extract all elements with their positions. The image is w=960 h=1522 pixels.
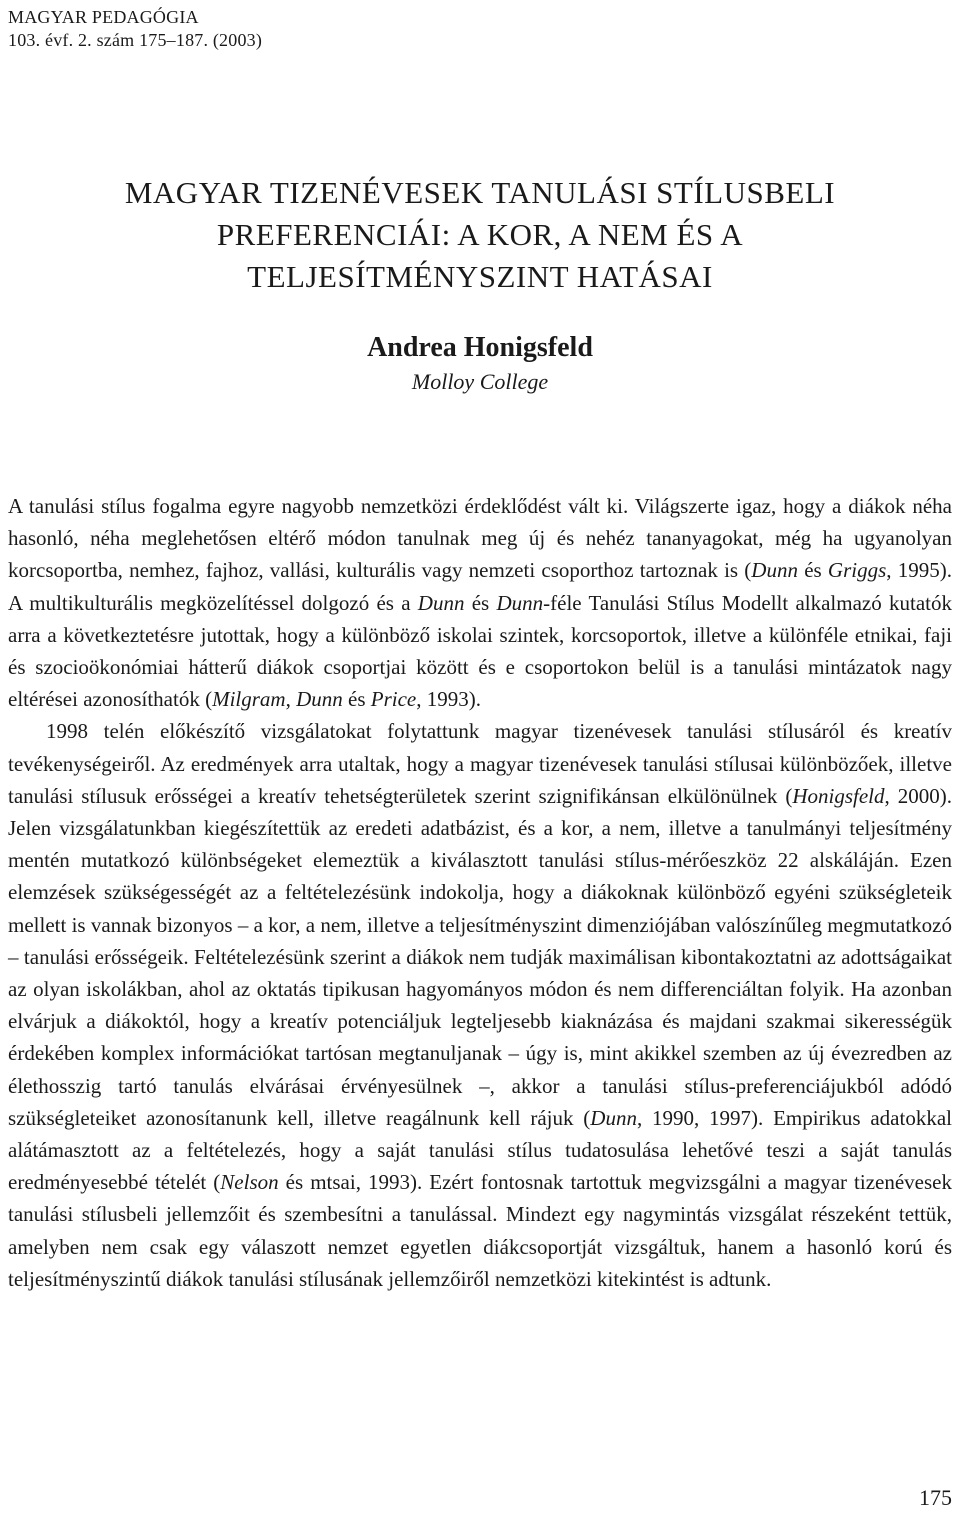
paragraph-2 xyxy=(8,715,952,1295)
text-run: , 2000). Jelen vizsgálatunkban kiegészítettük az eredeti adatbázist, és a kor, a nem, illetve a tanulmányi teljesítmény mentén mutatkozó különbségeket elemeztük a kiválasztott tanulási stílus-mérőeszköz 22 alskáláján. Ezen elemzések szükségességét az a feltételezésünk indokolja, hogy a diákoknak különböző egyéni szükségleteik mellett is vannak bizonyos – a kor, a nem, illetve a teljesítményszint dimenziójában valószínűleg megmutatkozó – tanulási erősségeik. Feltételezésünk szerint a diákok nem tudják maximálisan kibontakoztatni az adottságaikat az olyan iskolákban, ahol az oktatás tipikusan hagyományos módon és nem differenciáltan folyik. Ha azonban elvárjuk a diákoktól, hogy a kreatív potenciáljuk legteljesebb kiaknázása és majdani szakmai sikerességük érdekében komplex információkat tartósan megtanuljanak – úgy is, mint akikkel szemben az új évezredben az élethosszig tartó tanulás elvárásai érvényesülnek –, akkor a tanulási stílus-preferenciájukból adódó szükségleteiket azonosítanunk kell, illetve reagálnunk kell rájuk ( xyxy=(8,783,952,1130)
text-run: és mtsai, 1993). Ezért fontosnak tartottuk megvizsgálni a magyar tizenévesek tanulási stílusbeli jellemzőit és szembesítni a tanulással. Mindezt egy nagymintás vizsgálat részeként tettük, amelyben nem csak egy válaszott nemzet egyetlen diákcsoportját vizsgáltuk, hanem a hasonló korú és teljesítményszintű diákok tanulási stílusának jellemzőiről nemzetközi kitekintést is adtunk. xyxy=(8,1170,952,1291)
text-run: , 1993). xyxy=(416,687,481,712)
citation-name: Dunn xyxy=(296,687,343,712)
title-line-3: TELJESÍTMÉNYSZINT HATÁSAI xyxy=(247,259,713,294)
title-line-1: MAGYAR TIZENÉVESEK TANULÁSI STÍLUSBELI xyxy=(124,175,836,210)
citation-name: Honigsfeld xyxy=(792,783,885,808)
text-run: -féle Tanulási Stílus Modellt alkalmazó kutatók arra a következtetésre jutottak, hogy a különböző iskolai szintek, korcsoportok, illetve a különféle etnikai, faji és szocioökonómiai hátterű diákok csoportjai között és e csoportokon belül is a tanulási mintázatok nagy eltérései azonosíthatók ( xyxy=(8,590,952,712)
journal-header xyxy=(8,6,262,52)
title-line-2: PREFERENCIÁI: A KOR, A NEM ÉS A xyxy=(216,217,744,252)
citation-name: Price xyxy=(370,687,417,712)
citation-name: Dunn xyxy=(417,590,465,615)
citation-name: Dunn xyxy=(590,1105,637,1130)
text-run: 1998 telén előkészítő vizsgálatokat folytattunk magyar tizenévesek tanulási stílusáról és kreatív tevékenységeiről. Az eredmények arra utaltak, hogy a magyar tizenévesek tanulási stílusai különbözőek, illetve tanulási stílusuk erősségei a kreatív tehetségterületek szerint szignifikánsan elkülönülnek ( xyxy=(8,719,952,808)
text-run: A tanulási stílus fogalma egyre nagyobb nemzetközi érdeklődést vált ki. Világszerte igaz, hogy a diákok néha hasonló, néha meglehetősen eltérő módon tanulnak meg új és nehéz tananyagokat, még ha ugyanolyan korcsoportba, nemhez, fajhoz, vallási, kulturális vagy nemzeti csoporthoz tartoznak is ( xyxy=(8,494,952,583)
journal-issue: 103. évf. 2. szám 175–187. (2003) xyxy=(8,30,263,50)
article-title xyxy=(60,172,900,298)
citation-name: Dunn xyxy=(496,590,544,615)
citation-name: Dunn xyxy=(751,558,798,583)
citation-name: Griggs xyxy=(827,558,887,583)
author-name: Andrea Honigsfeld xyxy=(367,332,593,363)
text-run: és xyxy=(464,590,497,615)
paragraph-1 xyxy=(8,490,952,715)
text-run: , xyxy=(285,687,297,712)
citation-name: Nelson xyxy=(220,1170,279,1195)
text-run: , 1990, 1997). Empirikus adatokkal alátámasztott az a feltételezés, hogy a saját tanulási stílus tudatosulása lehetővé teszi a saját tanulás eredményesebbé tételét ( xyxy=(8,1105,952,1195)
citation-name: Milgram xyxy=(212,687,286,712)
journal-name: MAGYAR PEDAGÓGIA xyxy=(8,7,199,27)
text-run: és xyxy=(797,558,828,583)
text-run: és xyxy=(342,687,371,712)
author-affiliation: Molloy College xyxy=(411,369,549,394)
article-body xyxy=(8,490,952,1295)
page-number: 175 xyxy=(919,1485,952,1510)
text-run: , 1995). A multikulturális megközelítéssel dolgozó és a xyxy=(8,558,952,615)
